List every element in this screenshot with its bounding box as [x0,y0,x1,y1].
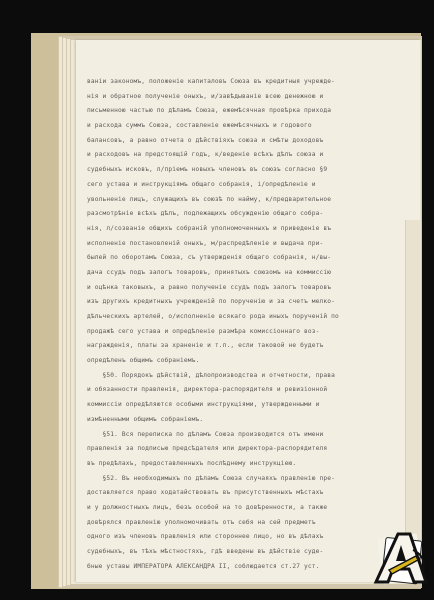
document-page [76,40,420,582]
text-line: дача ссудъ подъ залогъ товаровъ, принятыхъ союзомъ на коммиссію [87,268,332,276]
text-line: опредѣленъ общимъ собраніемъ. [87,357,200,365]
text-line: письменною частью по дѣламъ Союза, ежемѣсячная провѣрка прихода [87,107,332,115]
archive-watermark-logo [368,526,432,590]
text-line: коммиссіи опредѣляются особыми инструкціями, утвержденными и [87,401,320,409]
text-line: исполненіе постановленій оныхъ, м/распредѣленіе и выдача при- [87,239,324,247]
text-line: изъ другихъ кредитныхъ учрежденій по порученію и за счетъ мелко- [87,298,336,306]
text-line: и у должностныхъ лицъ, безъ особой на то довѣренности, а также [87,503,328,511]
text-line: довѣрялся правленію уполномочивать отъ себя на сей предметъ [87,518,316,526]
typed-text-block [87,75,387,574]
text-line: и расходовъ на предстоящій годъ, к/веденіе всѣхъ дѣлъ союза и [87,151,324,159]
text-line: въ предѣлахъ, предоставленныхъ послѣднему инструкціею. [87,459,297,467]
text-line: и обязанности правленія, директора-распорядителя и ревизіонной [87,386,328,394]
text-line: сего устава и инструкціямъ общаго собранія, і/опредѣленіе и [87,180,316,188]
text-line: нія, л/созваніе общихъ собраній уполномоченныхъ и приведеніе въ [87,224,332,232]
text-line: дѣльческихъ артелей, о/исполненіе всякаго рода иныхъ порученій по [87,313,339,320]
text-line: доставляется право ходатайствовать въ присутственныхъ мѣстахъ [87,489,324,497]
text-line: измѣненными общимъ собраніемъ. [87,415,204,423]
text-line: §51. Вся переписка по дѣламъ Союза производится отъ имени [87,430,324,438]
text-line: §50. Порядокъ дѣйствій, дѣлопроизводства и отчетности, права [87,371,336,379]
text-line: и расхода суммъ Союза, составленіе ежемѣсячныхъ и годового [87,122,312,130]
text-line: одного изъ членовъ правленія или стороннее лицо, но въ дѣлахъ [87,533,324,541]
text-line: нія и обратное полученіе оныхъ, и/завѣдываніе всею денежною и [87,92,324,100]
text-line: §52. Въ необходимыхъ по дѣламъ Союза случаяхъ правленію пре- [87,474,336,482]
text-line: ваніи закономъ, положеніе капиталовъ Союза въ кредитныя учрежде- [87,78,336,85]
text-line: увольненіе лицъ, служащихъ въ союзѣ по найму, к/предварительное [87,195,332,203]
text-line: судебныхъ, въ тѣхъ мѣстностяхъ, гдѣ введены въ дѣйствіе суде- [87,548,324,555]
text-line: и оцѣнка таковыхъ, а равно полученіе ссудъ подъ залогъ товаровъ [87,283,332,291]
text-line: правленія за подписью предсѣдателя или директора-распорядителя [87,445,328,453]
text-line: награжденія, платы за храненіе и т.п., если таковой не будетъ [87,342,324,350]
text-line: продажѣ сего устава и опредѣленіе размѣра комиссіоннаго воз- [87,327,320,335]
right-page-edge-strip [405,220,420,560]
text-line: былей по оборотамъ Союза, съ утвержденія общаго собранія, н/вы- [87,254,332,262]
text-line: балансовъ, а равно отчета о дѣйствіяхъ союза и смѣты доходовъ [87,136,324,144]
text-line: разсмотрѣніе всѣхъ дѣлъ, подлежащихъ обсужденію общаго собра- [87,210,324,218]
text-line: судебныхъ исковъ, л/пріемъ новыхъ членовъ въ союзъ согласно §9 [87,166,328,174]
text-line: бные уставы ИМПЕРАТОРА АЛЕКСАНДРА II, соблюдается ст.27 уст. [87,562,320,570]
